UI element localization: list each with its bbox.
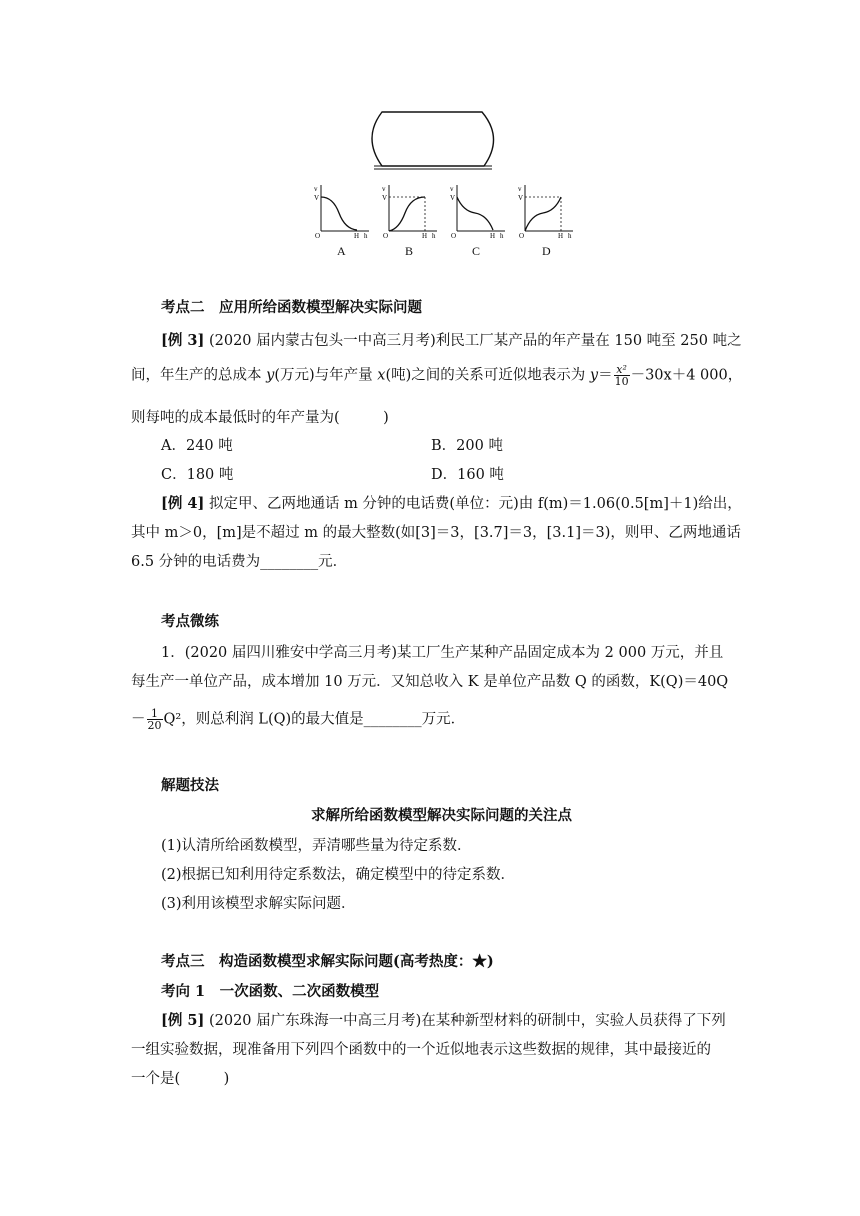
graph-c-V: V: [450, 194, 456, 202]
formula-eq: ＝: [598, 367, 613, 384]
graph-c-O: O: [451, 232, 457, 239]
graph-c-v: v: [450, 185, 454, 193]
formula-fraction: [614, 364, 630, 387]
graph-c-H: H: [490, 232, 496, 239]
option-c: C．180 吨: [161, 467, 234, 483]
graph-a-O: O: [315, 232, 321, 239]
graph-d-V: V: [518, 194, 524, 202]
practice-rest: Q²，则总利润 L(Q)的最大值是________万元．: [163, 711, 466, 728]
example5-tag: [例 5]: [161, 1012, 205, 1029]
var-x: x: [377, 367, 386, 384]
section3-heading: 考点三 构造函数模型求解实际问题(高考热度：★): [161, 953, 494, 970]
practice-line1: 1．(2020 届四川雅安中学高三月考)某工厂生产某种产品固定成本为 2 000 万元，并且: [161, 645, 724, 661]
var-y: y: [266, 367, 275, 384]
graph-label-c: C: [472, 244, 481, 258]
practice-minus: －: [131, 711, 146, 728]
example3-line3: 则每吨的成本最低时的年产量为( ): [131, 410, 389, 426]
graph-b-V: V: [382, 194, 388, 202]
example3-text2b: (万元)与年产量: [274, 367, 378, 384]
tips-title: 求解所给函数模型解决实际问题的关注点: [311, 807, 572, 824]
example4-line1: [161, 494, 742, 514]
fraction-denominator: 10: [614, 375, 629, 388]
graph-a-H: H: [354, 232, 360, 239]
graph-label-b: B: [405, 244, 414, 258]
example5-text1: (2020 届广东珠海一中高三月考)在某种新型材料的研制中，实验人员获得了下列: [208, 1013, 726, 1029]
example3-text1: (2020 届内蒙古包头一中高三月考)利民工厂某产品的年产量在 150 吨至 250 吨之: [208, 333, 742, 349]
graph-d-O: O: [519, 232, 525, 239]
example5-line3: 一个是( ): [131, 1071, 230, 1087]
graph-b-O: O: [383, 232, 389, 239]
practice-line3: [131, 708, 465, 731]
graph-d-h: h: [568, 232, 572, 239]
tips-item-3: (3)利用该模型求解实际问题．: [161, 896, 356, 912]
tips-heading: 解题技法: [161, 777, 219, 794]
practice-frac-num: 1: [147, 708, 163, 720]
example5-line1: [161, 1011, 726, 1031]
formula-y: y: [589, 367, 599, 384]
section3-subheading: 考向 1 一次函数、二次函数模型: [161, 983, 380, 1000]
graph-a: [313, 183, 371, 239]
option-a: A．240 吨: [161, 438, 233, 454]
example3-line1: [161, 331, 742, 351]
graph-d-H: H: [558, 232, 564, 239]
example4-text1: 拟定甲、乙两地通话 m 分钟的电话费(单位：元)由 f(m)＝1.06(0.5[m]＋1)给出，: [208, 496, 742, 512]
example5-line2: 一组实验数据，现准备用下列四个函数中的一个近似地表示这些数据的规律，其中最接近的: [131, 1042, 711, 1058]
graph-a-V: V: [314, 194, 320, 202]
graph-c-h: h: [500, 232, 504, 239]
graph-b: [381, 183, 439, 239]
tips-item-1: (1)认清所给函数模型，弄清哪些量为待定系数．: [161, 838, 472, 854]
graph-c: [449, 183, 507, 239]
graph-d-v: v: [518, 185, 522, 193]
section2-heading: 考点二 应用所给函数模型解决实际问题: [161, 299, 422, 316]
example3-tag: [例 3]: [161, 332, 205, 349]
graph-b-H: H: [422, 232, 428, 239]
vessel-figure: [368, 108, 498, 174]
example3-text2a: 间，年生产的总成本: [131, 367, 267, 384]
example3-text2c: (吨)之间的关系可近似地表示为: [385, 367, 590, 384]
example4-line3: 6.5 分钟的电话费为________元．: [131, 554, 348, 570]
graph-b-v: v: [382, 185, 386, 193]
practice-frac-den: 20: [147, 719, 162, 732]
example3-line2: [131, 364, 742, 387]
tips-item-2: (2)根据已知利用待定系数法，确定模型中的待定系数．: [161, 867, 516, 883]
practice-fraction: [147, 708, 163, 731]
example4-tag: [例 4]: [161, 495, 205, 512]
graph-a-v: v: [314, 185, 318, 193]
graph-label-d: D: [542, 244, 551, 258]
option-d: D．160 吨: [431, 467, 504, 483]
example4-line2: 其中 m＞0，[m]是不超过 m 的最大整数(如[3]＝3，[3.7]＝3，[3.1]＝3)，则甲、乙两地通话: [131, 525, 741, 541]
practice-heading: 考点微练: [161, 613, 219, 630]
graph-a-h: h: [364, 232, 368, 239]
practice-line2: 每生产一单位产品，成本增加 10 万元．又知总收入 K 是单位产品数 Q 的函数，K(Q)＝40Q: [131, 674, 729, 690]
graph-d: [517, 183, 575, 239]
graph-label-a: A: [337, 244, 346, 258]
formula-rest: －30x＋4 000，: [630, 367, 743, 384]
graph-b-h: h: [432, 232, 436, 239]
fraction-numerator: x²: [614, 364, 630, 376]
option-b: B．200 吨: [431, 438, 503, 454]
